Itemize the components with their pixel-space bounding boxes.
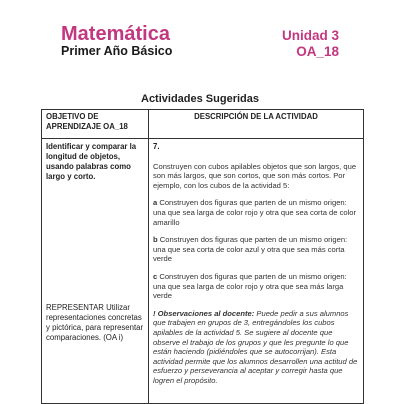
table-row	[42, 139, 364, 404]
represent-label: REPRESENTAR	[46, 303, 104, 312]
activities-table	[41, 109, 364, 404]
activity-item-a	[153, 198, 359, 227]
item-letter: c	[153, 271, 158, 281]
description-cell	[149, 139, 364, 404]
represent-block	[46, 303, 144, 343]
item-text: Construyen dos figuras que parten de un mismo origen: una que sea larga de color rojo y otra que sea corta de color amarillo	[153, 198, 357, 227]
grade-level: Primer Año Básico	[61, 44, 173, 58]
observations-text: Puede pedir a sus alumnos que trabajen en grupos de 3, entregándoles los cubos apilables de la actividad 5. Se sugiere al docente que observe el trabajo de los grupos y que les pregunte lo que están haciendo (pidiéndoles que se autocorrijan). Esta actividad permite que los alumnos desarrollen una actitud de esfuerzo y perseverancia al aceptar y corregir hasta que logren el propósito.	[153, 308, 358, 385]
item-letter: b	[153, 235, 158, 245]
item-text: Construyen dos figuras que parten de un mismo origen: una que sea larga de color rojo y otra que sea más larga verde	[153, 271, 347, 301]
unit-label: Unidad 3	[281, 28, 339, 43]
objective-cell	[42, 139, 149, 404]
activity-item-b	[153, 235, 359, 264]
objective-code: OA_18	[296, 44, 339, 59]
header-description: DESCRIPCIÓN DE LA ACTIVIDAD	[149, 110, 364, 139]
header-objective: OBJETIVO DE APRENDIZAJE OA_18	[42, 110, 149, 139]
table-header-row	[42, 110, 364, 139]
activity-intro: Construyen con cubos apilables objetos que son largos, que son más largos, que son cortos, que son más cortos. Por ejemplo, con los cubos de la actividad 5:	[153, 161, 357, 190]
activity-number: 7.	[153, 142, 160, 151]
represent-text: Utilizar representaciones concretas y pictórica, para representar comparaciones. (OA i)	[46, 303, 144, 342]
teacher-observations	[153, 309, 359, 386]
item-letter: a	[153, 198, 158, 208]
subject-title: Matemática	[61, 23, 170, 45]
activity-item-c	[153, 272, 359, 301]
section-title: Actividades Sugeridas	[141, 93, 259, 105]
objective-text: Identificar y comparar la longitud de objetos, usando palabras como largo y corto.	[46, 142, 137, 181]
observations-label: ! Observaciones al docente:	[153, 308, 255, 318]
item-text: Construyen dos figuras que parten de un mismo origen: una que sea corta de color azul y otra que sea más corta verde	[153, 235, 348, 264]
